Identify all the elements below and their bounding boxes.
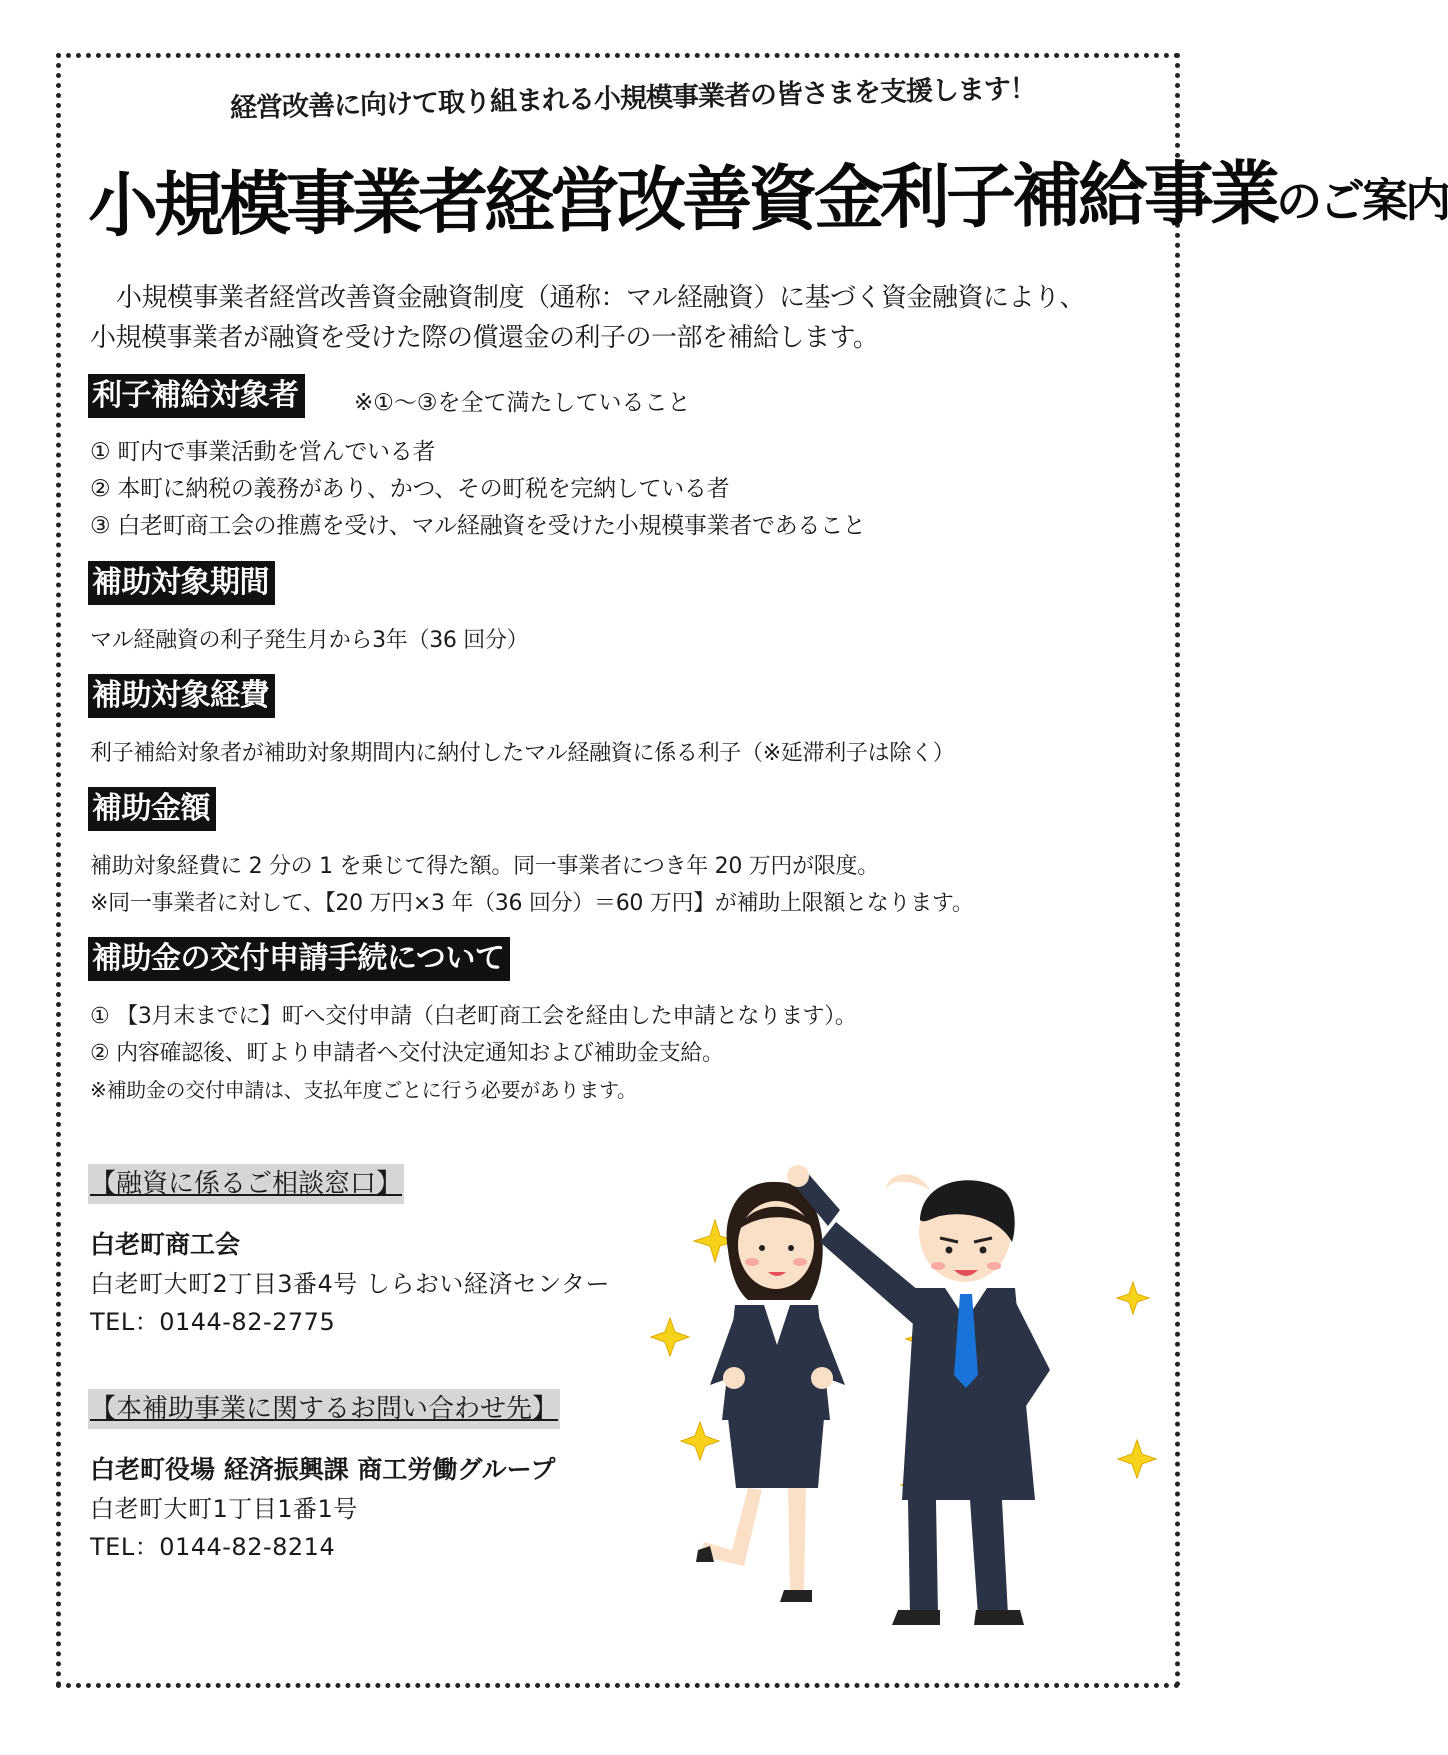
- contact-inquiry-address: 白老町大町1丁目1番1号: [90, 1495, 358, 1523]
- title-main: 小規模事業者経営改善資金利子補給事業: [87, 152, 1277, 247]
- list-item: ③ 白老町商工会の推薦を受け、マル経融資を受けた小規模事業者であること: [90, 513, 866, 539]
- contact-loan-heading: 【融資に係るご相談窓口】: [88, 1164, 404, 1204]
- contact-loan-tel: TEL：0144-82-2775: [90, 1308, 336, 1336]
- heading-amount: 補助金額: [88, 787, 216, 831]
- intro-line-1: 小規模事業者経営改善資金融資制度（通称：マル経融資）に基づく資金融資により、: [116, 283, 1086, 313]
- procedure-list: [90, 998, 857, 1109]
- heading-procedure: 補助金の交付申請手続について: [88, 937, 510, 981]
- list-item: ② 本町に納税の義務があり、かつ、その町税を完納している者: [90, 476, 730, 502]
- contact-loan-address: 白老町大町2丁目3番4号 しらおい経済センター: [90, 1270, 610, 1298]
- amount-text: [90, 848, 974, 922]
- amount-line-1: 補助対象経費に 2 分の 1 を乗じて得た額。同一事業者につき年 20 万円が限度。: [90, 854, 879, 879]
- intro-line-2: 小規模事業者が融資を受けた際の償還金の利子の一部を補給します。: [90, 323, 879, 353]
- eligible-note: ※①～③を全て満たしていること: [354, 390, 691, 416]
- procedure-note: ※補助金の交付申請は、支払年度ごとに行う必要があります。: [90, 1078, 637, 1102]
- eligible-list: [90, 434, 866, 545]
- intro-paragraph: [90, 278, 1170, 358]
- business-people-illustration: [640, 1170, 1180, 1640]
- list-item: ① 【3月末までに】町へ交付申請（白老町商工会を経由した申請となります）。: [90, 1004, 857, 1029]
- expenses-text: 利子補給対象者が補助対象期間内に納付したマル経融資に係る利子（※延滞利子は除く）: [90, 741, 955, 766]
- amount-line-2: ※同一事業者に対して、【20 万円×3 年（36 回分）＝60 万円】が補助上限額となります。: [90, 891, 974, 916]
- contact-inquiry-tel: TEL：0144-82-8214: [90, 1533, 336, 1561]
- list-item: ② 内容確認後、町より申請者へ交付決定通知および補助金支給。: [90, 1041, 724, 1066]
- title-suffix: のご案内: [1275, 172, 1448, 229]
- contact-inquiry-heading: 【本補助事業に関するお問い合わせ先】: [88, 1389, 560, 1429]
- contact-loan-name: 白老町商工会: [90, 1230, 241, 1259]
- tagline: 経営改善に向けて取り組まれる小規模事業者の皆さまを支援します！: [229, 73, 1037, 124]
- period-text: マル経融資の利子発生月から3年（36 回分）: [90, 628, 529, 653]
- heading-eligible: 利子補給対象者: [88, 374, 305, 418]
- page-title: [87, 139, 1448, 251]
- contact-inquiry-name: 白老町役場 経済振興課 商工労働グループ: [90, 1455, 556, 1484]
- heading-expenses: 補助対象経費: [88, 674, 275, 718]
- list-item: ① 町内で事業活動を営んでいる者: [90, 439, 436, 465]
- heading-period: 補助対象期間: [88, 561, 275, 605]
